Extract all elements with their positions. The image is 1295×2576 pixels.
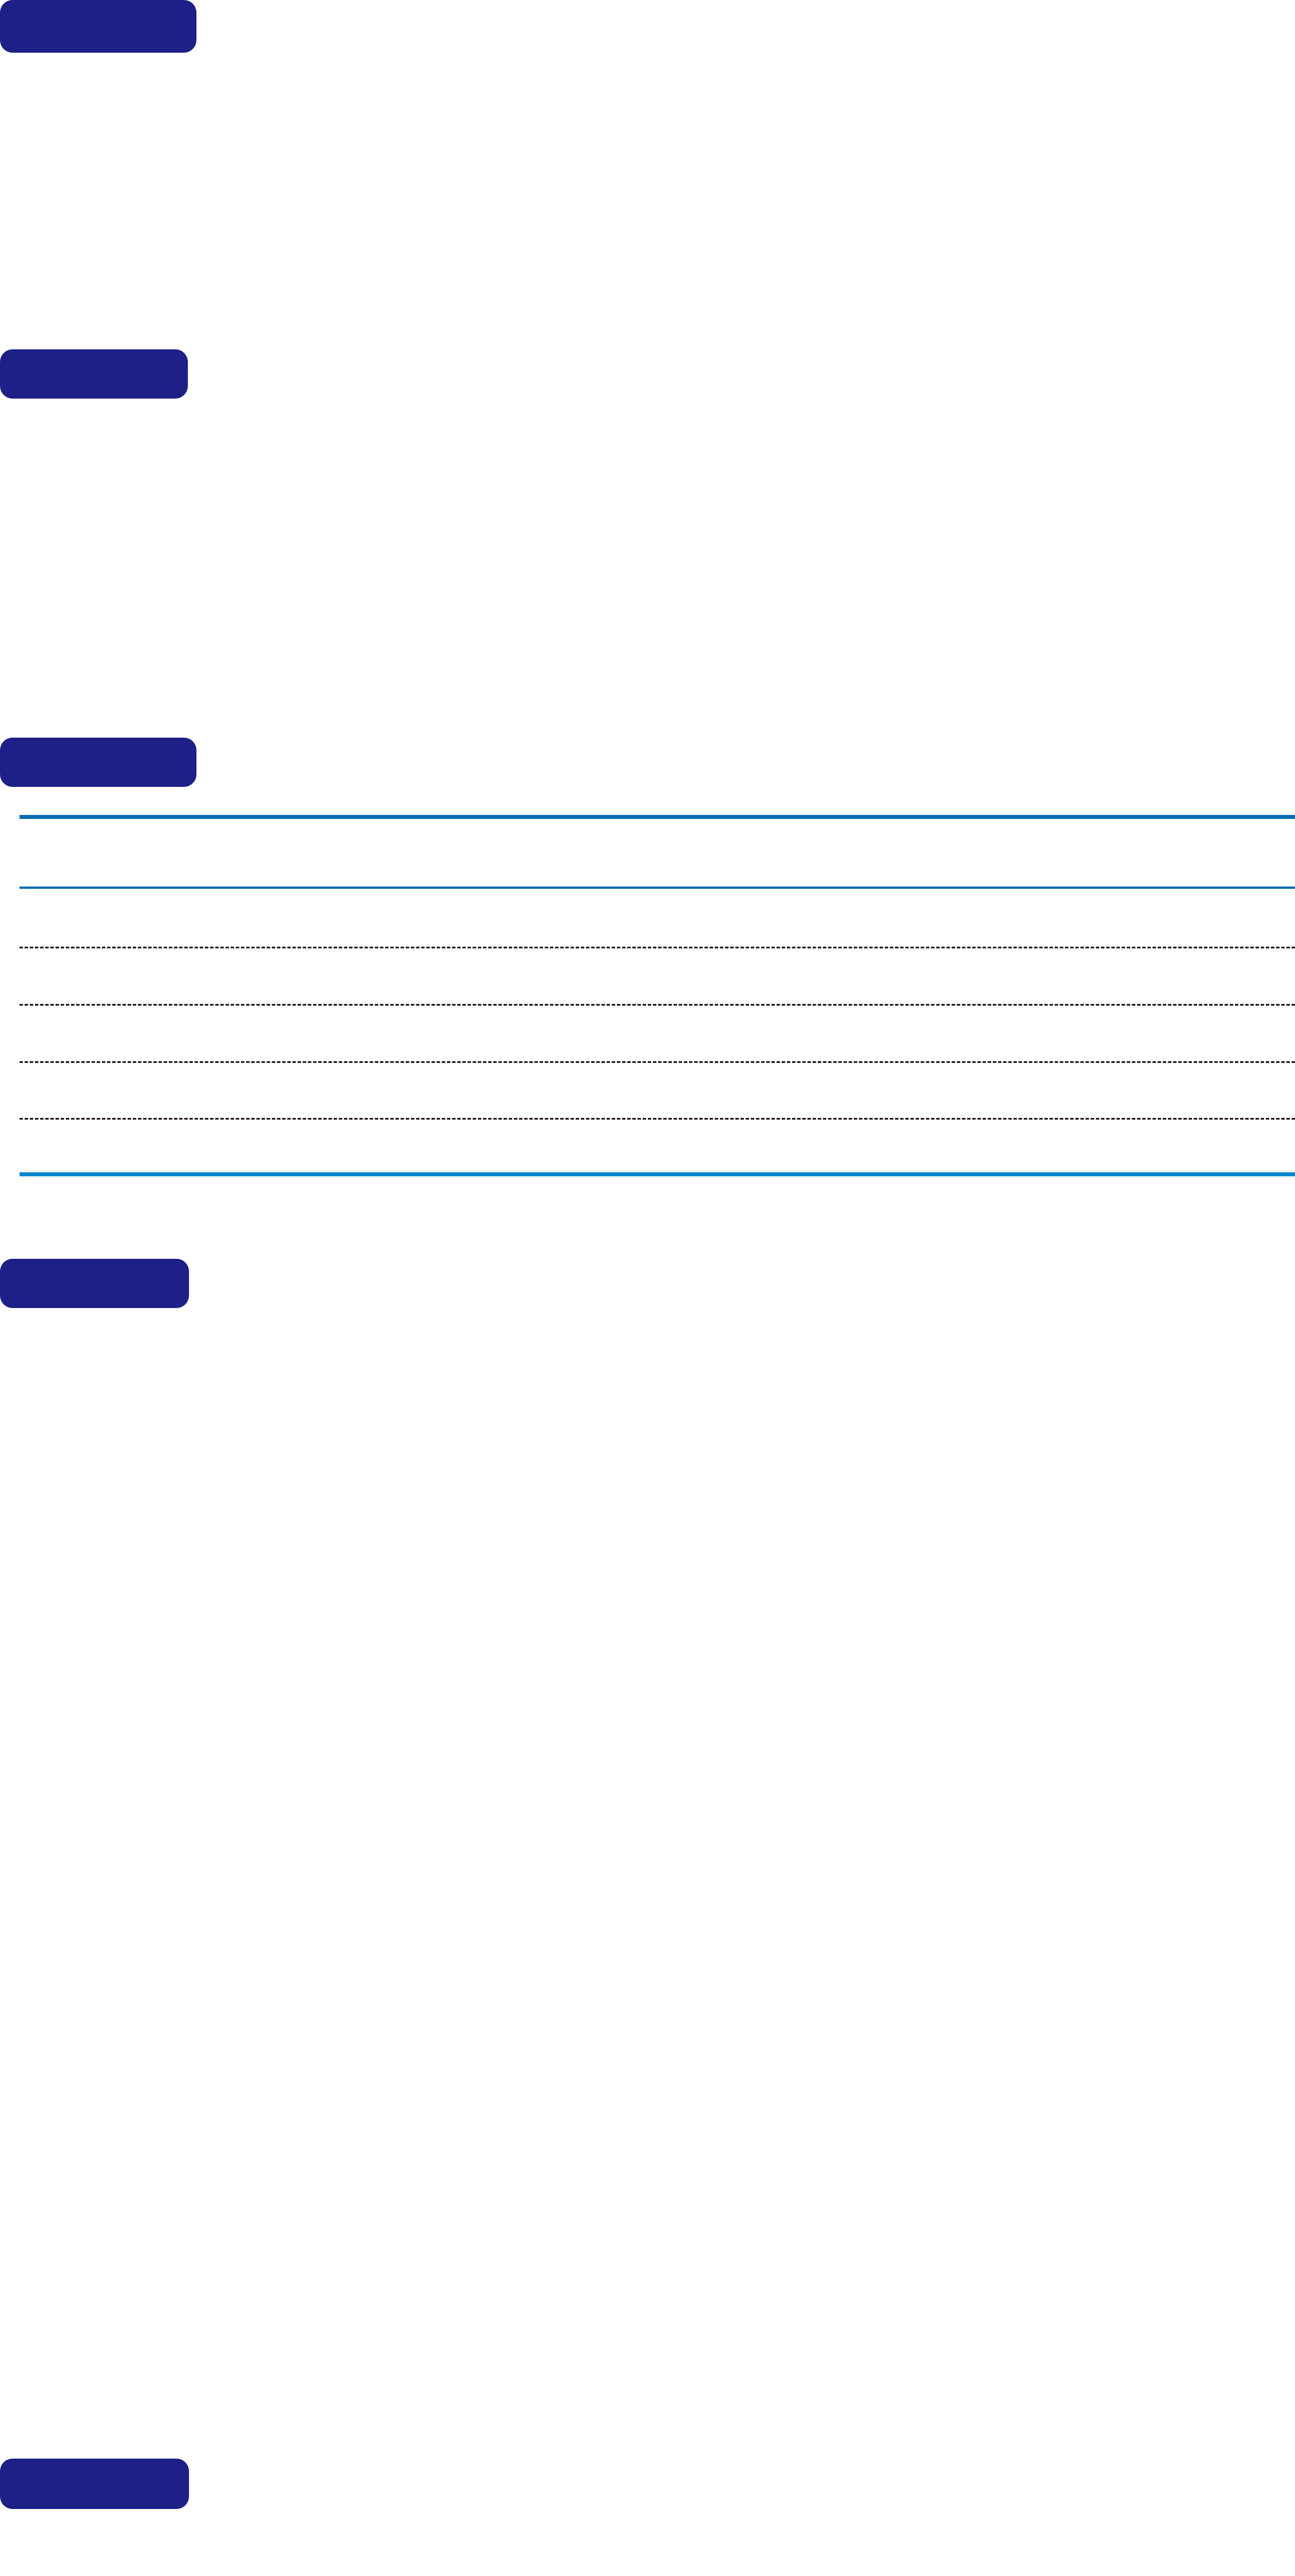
section-badge-performance: [0, 1259, 189, 1308]
chart-dilution-luc: [86, 1959, 773, 2394]
section-badge-features: [0, 349, 188, 399]
section-badge-description: [0, 0, 196, 53]
chart-firefly-luciferase: [52, 1317, 510, 1615]
table-top-border: [19, 815, 1295, 819]
section-badge-storage: [0, 2459, 189, 2509]
row-divider: [19, 1061, 1295, 1063]
row-divider: [19, 947, 1295, 948]
table-bottom-border: [19, 1172, 1295, 1176]
row-divider: [19, 1118, 1295, 1120]
table-header-border: [19, 887, 1295, 889]
row-divider: [19, 1004, 1295, 1006]
chart-ratio-f-r: [590, 1317, 1048, 1615]
chart-renilla-luciferase: [52, 1615, 510, 1890]
section-badge-composition: [0, 738, 196, 787]
